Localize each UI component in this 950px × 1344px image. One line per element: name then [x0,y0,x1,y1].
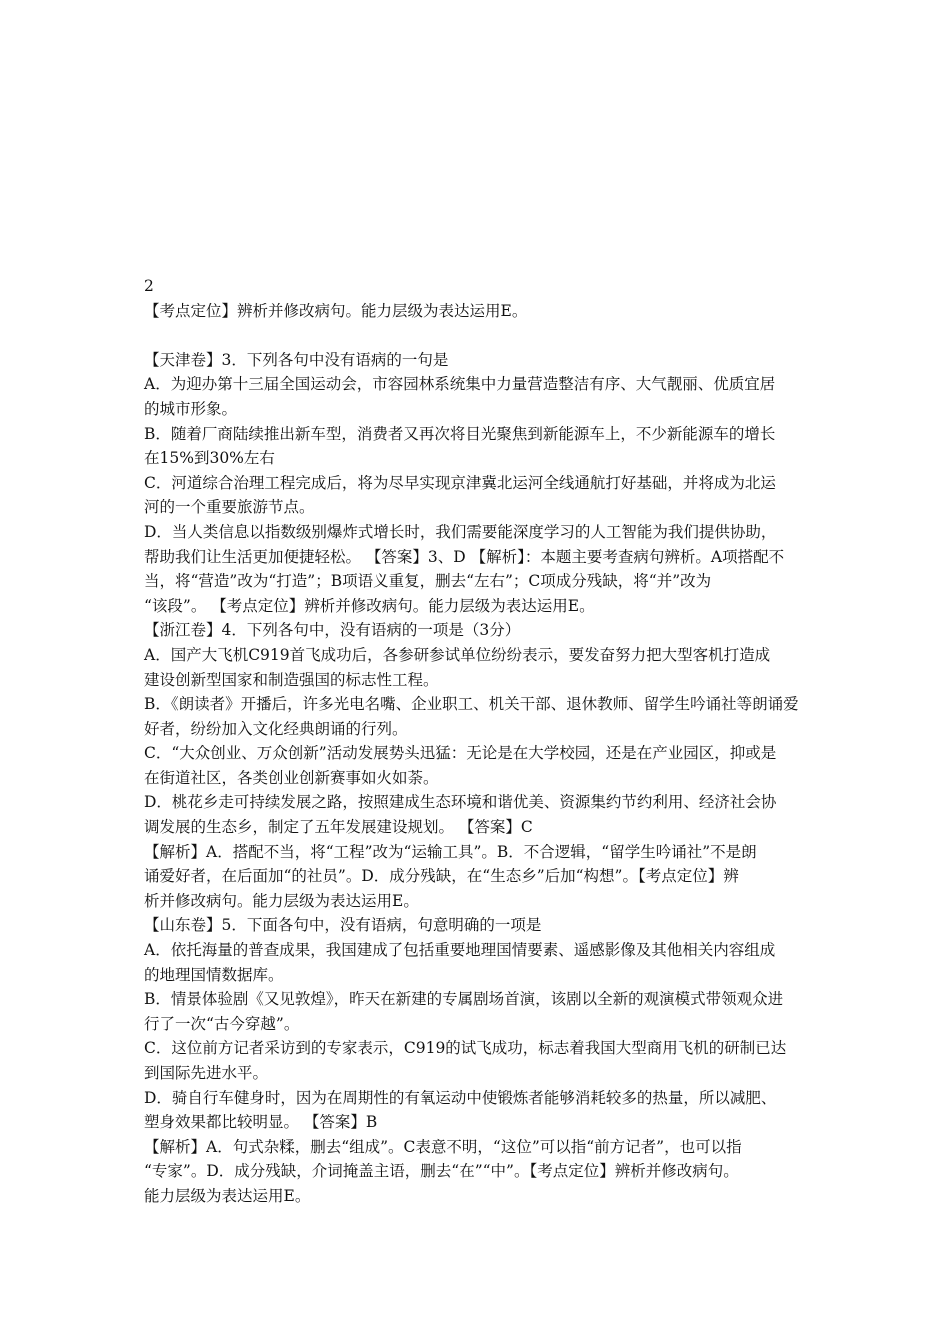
text-line: 【山东卷】5．下面各句中，没有语病，句意明确的一项是 [144,916,542,935]
text-line: B．随着厂商陆续推出新车型，消费者又再次将目光聚焦到新能源车上，不少新能源车的增长 [144,424,776,443]
text-line: B．《朗读者》开播后，许多光电名嘴、企业职工、机关干部、退休教师、留学生吟诵社等朗诵爱 [144,695,799,714]
text-line: D．当人类信息以指数级别爆炸式增长时，我们需要能深度学习的人工智能为我们提供协助， [144,522,777,541]
text-line: A．国产大飞机C919首飞成功后，各参研参试单位纷纷表示，要发奋努力把大型客机打造成 [144,645,771,664]
text-line [144,323,844,348]
text-line: 到国际先进水平。 [144,1064,269,1082]
text-line: D．桃花乡走可持续发展之路，按照建成生态环境和谐优美、资源集约节约利用、经济社会协 [144,793,777,812]
document-body [144,274,844,1209]
text-line: 塑身效果都比较明显。 【答案】B [144,1113,378,1132]
text-line: 能力层级为表达运用E。 [144,1186,311,1205]
text-line: C．河道综合治理工程完成后，将为尽早实现京津冀北运河全线通航打好基础，并将成为北运 [144,473,776,492]
text-line: 的城市形象。 [144,399,238,418]
text-line: D．骑自行车健身时，因为在周期性的有氧运动中使锻炼者能够消耗较多的热量，所以减肥、 [144,1088,777,1107]
text-line: C．“大众创业、万众创新”活动发展势头迅猛：无论是在大学校园，还是在产业园区，抑或是 [144,744,777,763]
text-line: 河的一个重要旅游节点。 [144,498,315,517]
text-line: 建设创新型国家和制造强国的标志性工程。 [144,670,439,689]
text-line: 在街道社区，各类创业创新赛事如火如荼。 [144,768,439,787]
text-line: C．这位前方记者采访到的专家表示，C919的试飞成功，标志着我国大型商用飞机的研制已达 [144,1039,787,1058]
text-line: 【浙江卷】4．下列各句中，没有语病的一项是（3分） [144,621,521,640]
text-line: 帮助我们让生活更加便捷轻松。 【答案】3、D 【解析】：本题主要考查病句辨析。A项搭配不 [144,547,785,566]
text-line: 的地理国情数据库。 [144,965,284,984]
text-line: 诵爱好者，在后面加“的社员”。D．成分残缺，在“生态乡”后加“构想”。【考点定位】辨 [144,867,739,886]
text-line: 2 [144,277,154,295]
text-line: A．依托海量的普查成果，我国建成了包括重要地理国情要素、遥感影像及其他相关内容组成 [144,941,776,960]
text-line: 在15%到30%左右 [144,449,275,468]
text-line: 调发展的生态乡，制定了五年发展建设规划。 【答案】C [144,818,533,837]
text-line: 析并修改病句。能力层级为表达运用E。 [144,891,419,910]
text-line: 好者，纷纷加入文化经典朗诵的行列。 [144,719,408,738]
text-line: “专家”。D．成分残缺，介词掩盖主语，删去“在”“中”。【考点定位】辨析并修改病句。 [144,1162,739,1181]
text-line: 【考点定位】辨析并修改病句。能力层级为表达运用E。 [144,301,528,320]
text-line: 【天津卷】3．下列各句中没有语病的一句是 [144,350,449,369]
text-line: A．为迎办第十三届全国运动会，市容园林系统集中力量营造整洁有序、大气靓丽、优质宜居 [144,375,776,394]
text-line: “该段”。 【考点定位】辨析并修改病句。能力层级为表达运用E。 [144,596,595,615]
text-line: 行了一次“古今穿越”。 [144,1014,300,1033]
text-line: 【解析】A．句式杂糅，删去“组成”。C表意不明，“这位”可以指“前方记者”，也可以指 [144,1137,742,1156]
text-line: 当，将“营造”改为“打造”；B项语义重复，删去“左右”；C项成分残缺，将“并”改为 [144,572,712,591]
text-line: 【解析】A．搭配不当，将“工程”改为“运输工具”。B．不合逻辑，“留学生吟诵社”不是朗 [144,842,757,861]
text-line: B．情景体验剧《又见敦煌》，昨天在新建的专属剧场首演，该剧以全新的观演模式带领观众进 [144,990,784,1009]
